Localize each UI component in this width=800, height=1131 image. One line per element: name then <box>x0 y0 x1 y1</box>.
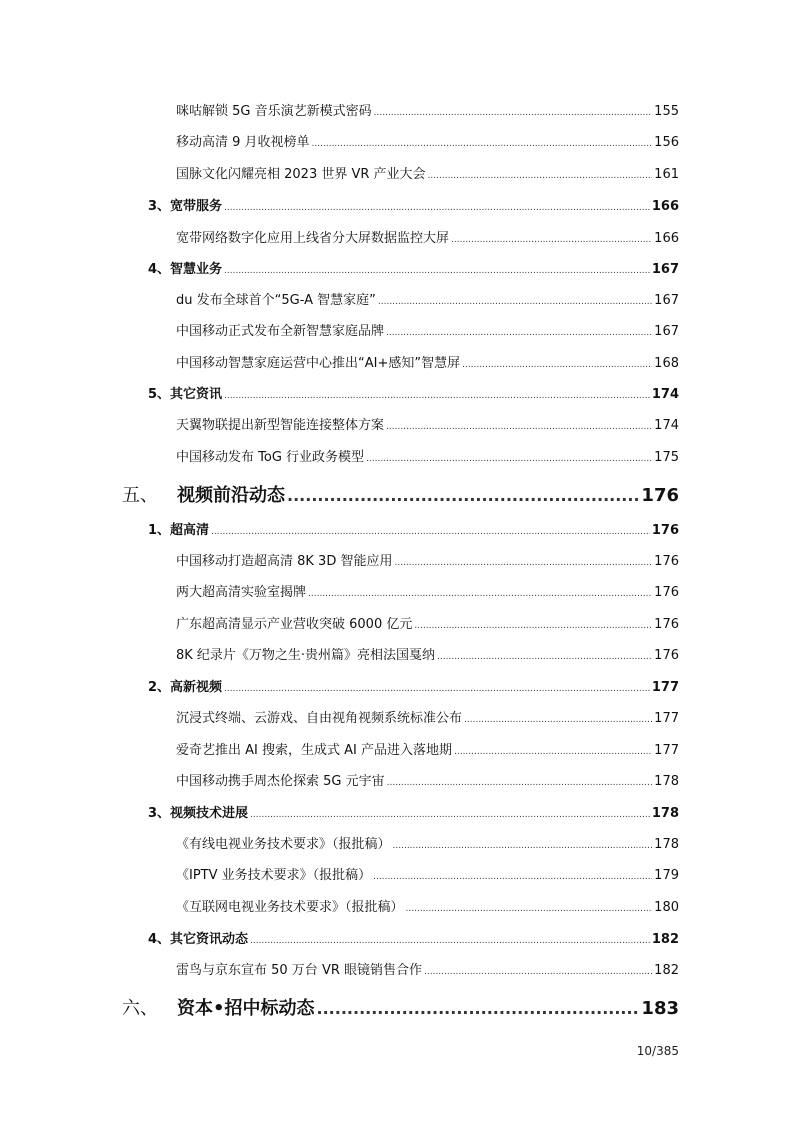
toc-page-number: 178 <box>654 837 679 852</box>
toc-dot-leader <box>312 132 653 156</box>
toc-page-number: 177 <box>651 680 679 695</box>
toc-entry[interactable] <box>176 959 679 983</box>
toc-entry-title: 《IPTV 业务技术要求》（报批稿） <box>176 868 372 883</box>
toc-dot-leader <box>386 321 652 345</box>
toc-dot-leader <box>406 897 653 921</box>
toc-dot-leader <box>428 164 653 188</box>
toc-dot-leader <box>462 353 652 377</box>
toc-entry-title: 5、其它资讯 <box>148 387 223 402</box>
toc-entry[interactable] <box>176 864 679 888</box>
toc-page-number: 182 <box>654 963 679 978</box>
toc-page-number: 183 <box>641 998 679 1019</box>
toc-entry[interactable] <box>148 383 679 407</box>
toc-page-number: 179 <box>654 868 679 883</box>
toc-entry[interactable] <box>176 446 679 470</box>
toc-entry-title: 《有线电视业务技术要求》（报批稿） <box>176 837 391 852</box>
toc-dot-leader <box>317 993 640 1025</box>
toc-page-number: 176 <box>654 585 679 600</box>
toc-entry[interactable] <box>176 550 679 574</box>
toc-dot-leader <box>366 447 652 471</box>
toc-entry-title: 两大超高清实验室揭牌 <box>176 585 307 600</box>
toc-page-number: 168 <box>654 356 679 371</box>
toc-entry-title: 中国移动正式发布全新智慧家庭品牌 <box>176 324 385 339</box>
toc-page-number: 167 <box>654 324 679 339</box>
toc-entry[interactable] <box>122 480 679 512</box>
toc-entry-title: 4、智慧业务 <box>148 262 223 277</box>
toc-dot-leader <box>387 771 653 795</box>
toc-entry-title: 《互联网电视业务技术要求》（报批稿） <box>176 900 404 915</box>
toc-entry[interactable] <box>148 928 679 952</box>
toc-entry-title: 天翼物联提出新型智能连接整体方案 <box>176 418 385 433</box>
toc-entry-title: 4、其它资讯动态 <box>148 932 249 947</box>
page-number: 10/385 <box>636 1044 679 1058</box>
toc-entry[interactable] <box>176 163 679 187</box>
toc-chapter-number: 五、 <box>122 485 158 506</box>
toc-entry[interactable] <box>176 352 679 376</box>
toc-dot-leader <box>373 865 652 889</box>
toc-entry[interactable] <box>176 289 679 313</box>
toc-entry[interactable] <box>176 581 679 605</box>
toc-entry-title: 国脉文化闪耀亮相 2023 世界 VR 产业大会 <box>176 167 426 182</box>
toc-page-number: 176 <box>654 617 679 632</box>
toc-dot-leader <box>393 834 653 858</box>
toc-entry-title: 1、超高清 <box>148 523 210 538</box>
toc-entry[interactable] <box>176 707 679 731</box>
toc-dot-leader <box>287 480 639 512</box>
toc-page-number: 174 <box>654 418 679 433</box>
toc-page-number: 178 <box>651 806 679 821</box>
toc-dot-leader <box>250 929 650 953</box>
toc-page-number: 178 <box>654 774 679 789</box>
toc-dot-leader <box>424 960 652 984</box>
toc-entry[interactable] <box>148 195 679 219</box>
toc-page-number: 176 <box>654 554 679 569</box>
toc-page-number: 176 <box>651 523 679 538</box>
toc-dot-leader <box>250 803 650 827</box>
toc-dot-leader <box>224 259 650 283</box>
toc-entry[interactable] <box>122 993 679 1025</box>
toc-dot-leader <box>378 290 652 314</box>
toc-entry-title: 8K 纪录片《万物之生·贵州篇》亮相法国戛纳 <box>176 648 436 663</box>
toc-page-number: 182 <box>651 932 679 947</box>
toc-entry-title: 3、视频技术进展 <box>148 806 249 821</box>
toc-dot-leader <box>437 645 652 669</box>
toc-entry-title: 3、宽带服务 <box>148 199 223 214</box>
toc-entry[interactable] <box>176 320 679 344</box>
toc-entry[interactable] <box>176 770 679 794</box>
toc-page-number: 155 <box>654 104 679 119</box>
toc-entry[interactable] <box>148 519 679 543</box>
toc-page-number: 167 <box>654 293 679 308</box>
toc-entry[interactable] <box>176 613 679 637</box>
toc-chapter-number: 六、 <box>122 998 158 1019</box>
toc-entry-title: 雷鸟与京东宣布 50 万台 VR 眼镜销售合作 <box>176 963 422 978</box>
toc-entry[interactable] <box>148 258 679 282</box>
toc-entry-title: 宽带网络数字化应用上线省分大屏数据监控大屏 <box>176 231 450 246</box>
toc-entry-title: 2、高新视频 <box>148 680 223 695</box>
toc-entry[interactable] <box>176 227 679 251</box>
toc-page-number: 176 <box>654 648 679 663</box>
toc-entry[interactable] <box>176 739 679 763</box>
toc-entry[interactable] <box>176 644 679 668</box>
toc-dot-leader <box>211 520 650 544</box>
toc-dot-leader <box>224 196 650 220</box>
toc-entry[interactable] <box>148 676 679 700</box>
toc-dot-leader <box>451 228 652 252</box>
toc-entry-title: 中国移动携手周杰伦探索 5G 元宇宙 <box>176 774 385 789</box>
toc-dot-leader <box>386 415 652 439</box>
toc-page-number: 177 <box>654 743 679 758</box>
toc-page-number: 166 <box>654 231 679 246</box>
toc-entry[interactable] <box>176 131 679 155</box>
toc-entry-title: 移动高清 9 月收视榜单 <box>176 135 310 150</box>
toc-page-number: 167 <box>651 262 679 277</box>
toc-page-number: 175 <box>654 450 679 465</box>
toc-page-number: 176 <box>641 485 679 506</box>
toc-dot-leader <box>464 708 652 732</box>
toc-entry-title: 咪咕解锁 5G 音乐演艺新模式密码 <box>176 104 372 119</box>
toc-dot-leader <box>414 614 652 638</box>
toc-page-number: 161 <box>654 167 679 182</box>
toc-dot-leader <box>374 101 653 125</box>
toc-dot-leader <box>224 677 650 701</box>
toc-entry-title: 中国移动打造超高清 8K 3D 智能应用 <box>176 554 393 569</box>
toc-page-number: 166 <box>651 199 679 214</box>
toc-entry[interactable] <box>148 802 679 826</box>
toc-dot-leader <box>454 740 652 764</box>
toc-entry-title: 广东超高清显示产业营收突破 6000 亿元 <box>176 617 413 632</box>
toc-entry-title: 爱奇艺推出 AI 搜索，生成式 AI 产品进入落地期 <box>176 743 452 758</box>
toc-dot-leader <box>308 582 652 606</box>
toc-entry[interactable] <box>176 833 679 857</box>
toc-entry-title: du 发布全球首个“5G-A 智慧家庭” <box>176 293 376 308</box>
toc-dot-leader <box>394 551 652 575</box>
toc-entry[interactable] <box>176 100 679 124</box>
toc-entry[interactable] <box>176 414 679 438</box>
toc-page-number: 180 <box>654 900 679 915</box>
toc-entry-title: 中国移动智慧家庭运营中心推出“AI+感知”智慧屏 <box>176 356 461 371</box>
toc-entry-title: 中国移动发布 ToG 行业政务模型 <box>176 450 365 465</box>
toc-entry-title: 沉浸式终端、云游戏、自由视角视频系统标准公布 <box>176 711 463 726</box>
toc-entry-title: 视频前沿动态 <box>177 485 285 506</box>
toc-dot-leader <box>224 384 650 408</box>
toc-entry[interactable] <box>176 896 679 920</box>
toc-entry-title: 资本•招中标动态 <box>177 998 315 1019</box>
toc-page-number: 156 <box>654 135 679 150</box>
toc-page-number: 177 <box>654 711 679 726</box>
toc-page-number: 174 <box>651 387 679 402</box>
